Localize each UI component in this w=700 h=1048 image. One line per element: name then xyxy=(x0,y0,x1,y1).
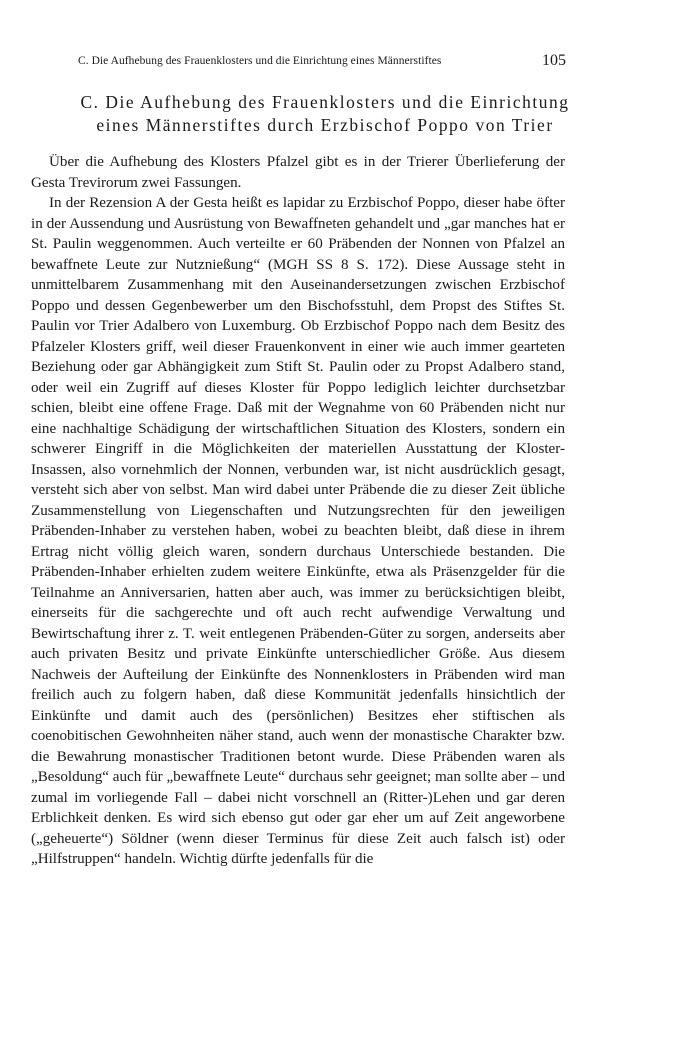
paragraph: Über die Aufhebung des Klosters Pfalzel gibt es in der Trierer Überlieferung der Gesta Trevirorum zwei Fassungen. xyxy=(31,154,565,191)
page-number: 105 xyxy=(542,52,566,69)
chapter-title-line-1: C. Die Aufhebung des Frauenklosters und die Einrichtung xyxy=(80,92,570,112)
running-head xyxy=(78,52,566,74)
running-head-title: C. Die Aufhebung des Frauenklosters und die Einrichtung eines Männerstiftes xyxy=(78,55,442,67)
paragraph: In der Rezension A der Gesta heißt es lapidar zu Erzbischof Poppo, dieser habe öfter in der Aussendung und Ausrüstung von Bewaffneten gehandelt und „gar manches hat er St. Paulin weggenommen. Auch verteilte er 60 Präbenden der Nonnen von Pfalzel an bewaffnete Leute zur Nutznießung“ (MGH SS 8 S. 172). Diese Aussage steht in unmittelbarem Zusammenhang mit den Auseinandersetzungen zwischen Erzbischof Poppo und dessen Gegenbewerber um den Bischofsstuhl, dem Propst des Stiftes St. Paulin vor Trier Adalbero von Luxemburg. Ob Erzbischof Poppo nach dem Besitz des Pfalzeler Klosters griff, weil dieser Frauenkonvent in einer wie auch immer gearteten Beziehung oder gar Abhängigkeit zum Stift St. Paulin oder zu Propst Adalbero stand, oder weil ein Zugriff auf dieses Kloster für Poppo lediglich leichter durchsetzbar schien, bleibt eine offene Frage. Daß mit der Wegnahme von 60 Präbenden nicht nur eine nachhaltige Schädigung der wirtschaftlichen Situation des Klosters, sondern ein schwerer Eingriff in die Möglichkeiten der materiellen Ausstattung der Kloster-Insassen, also vornehmlich der Nonnen, verbunden war, ist nicht ausdrücklich gesagt, versteht sich aber von selbst. Man wird dabei unter Präbende die zu dieser Zeit übliche Zusammenstellung von Liegenschaften und Nutzungsrechten für den jeweiligen Präbenden-Inhaber zu verstehen haben, wobei zu beachten bleibt, daß diese in ihrem Ertrag nicht völlig gleich waren, sondern durchaus Unterschiede bestanden. Die Präbenden-Inhaber erhielten zudem weitere Einkünfte, etwa als Präsenzgelder für die Teilnahme an Anniversarien, hatten aber auch, was immer zu berücksichtigen bleibt, einerseits für die sachgerechte und oft auch recht aufwendige Verwaltung und Bewirtschaftung ihrer z. T. weit entlegenen Präbenden-Güter zu sorgen, anderseits aber auch privaten Besitz und private Einkünfte unterschiedlicher Größe. Aus diesem Nachweis der Aufteilung der Einkünfte des Nonnenklosters in Präbenden wird man freilich auch zu folgern haben, daß diese Kommunität jedenfalls hinsichtlich der Einkünfte und damit auch des (persönlichen) Besitzes eher stiftischen als coenobitischen Gewohnheiten näher stand, auch wenn der monastische Charakter bzw. die Bewahrung monastischer Traditionen betont wurde. Diese Präbenden waren als „Besoldung“ auch für „bewaffnete Leute“ durchaus sehr geeignet; man sollte aber – und zumal im vorliegende Fall – dabei nicht vorschnell an (Ritter-)Lehen und gar deren Erblichkeit denken. Es wird sich ebenso gut oder gar eher um auf Zeit angeworbene („geheuerte“) Söldner (wenn dieser Terminus für diese Zeit auch falsch ist) oder „Hilfstruppen“ handeln. Wichtig dürfte jedenfalls für die xyxy=(31,195,565,867)
body-text xyxy=(31,152,565,870)
chapter-title-line-2: eines Männerstiftes durch Erzbischof Poppo von Trier xyxy=(96,115,554,135)
chapter-title xyxy=(40,91,610,137)
